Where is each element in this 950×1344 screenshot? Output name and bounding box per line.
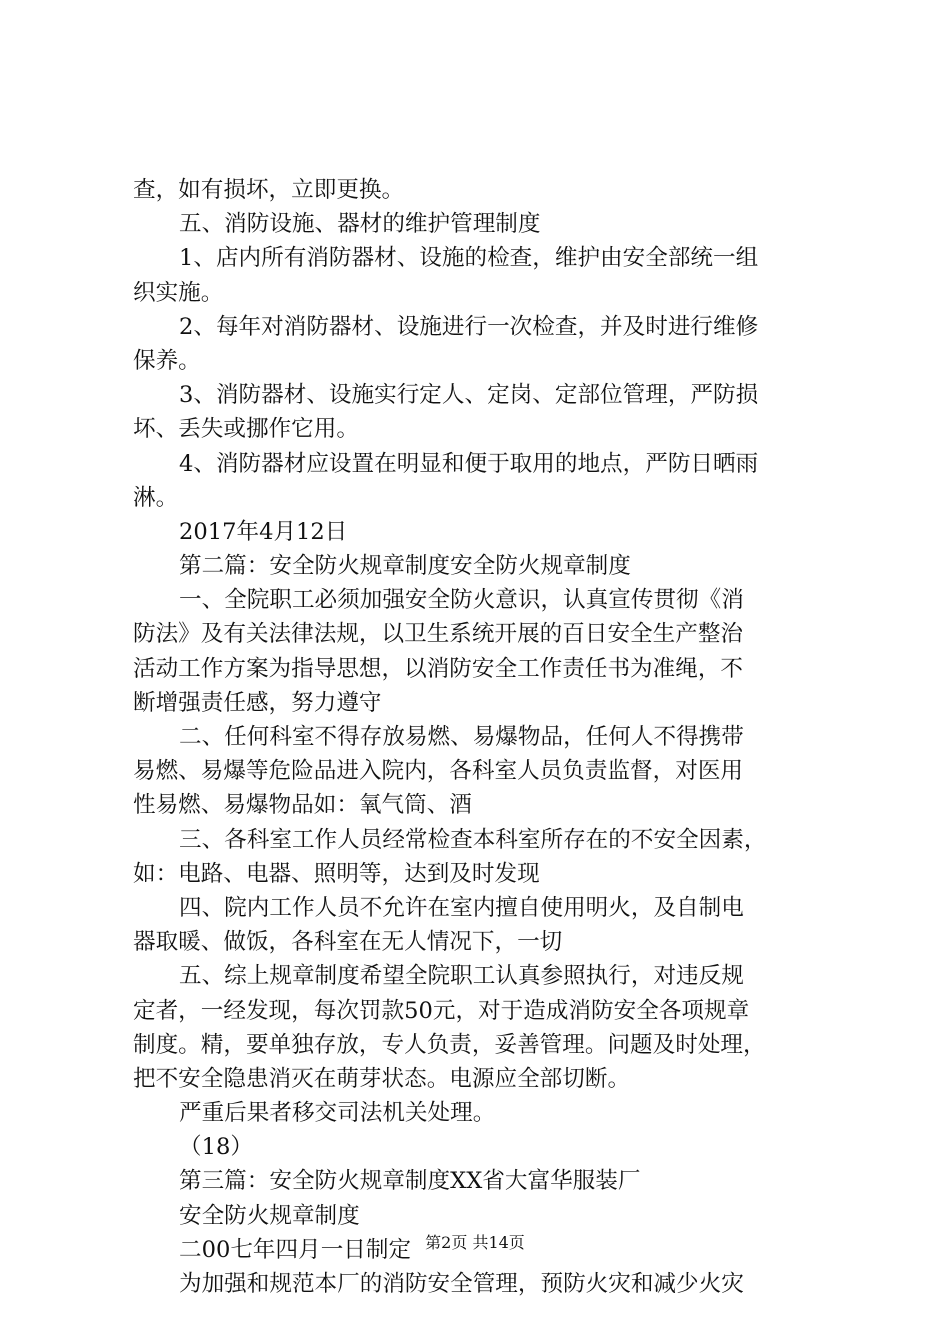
text-line: 器取暖、做饭，各科室在无人情况下，一切	[133, 929, 563, 956]
text-line: 断增强责任感，努力遵守	[133, 689, 382, 716]
text-line: 安全防火规章制度	[179, 1202, 360, 1229]
text-line: 4、消防器材应设置在明显和便于取用的地点，严防日晒雨	[179, 450, 759, 477]
text-line: 第三篇：安全防火规章制度XX省大富华服装厂	[179, 1168, 641, 1195]
text-line: 严重后果者移交司法机关处理。	[179, 1100, 496, 1127]
text-line: 活动工作方案为指导思想，以消防安全工作责任书为准绳，不	[133, 655, 744, 682]
text-line: 防法》及有关法律法规，以卫生系统开展的百日安全生产整治	[133, 621, 744, 648]
text-line: 制度。精，要单独存放，专人负责，妥善管理。问题及时处理，	[133, 1031, 766, 1058]
text-line: 织实施。	[133, 279, 224, 306]
page-footer: 第2页 共14页	[425, 1233, 525, 1252]
text-line: 二、任何科室不得存放易燃、易爆物品，任何人不得携带	[179, 724, 744, 750]
text-line: 五、综上规章制度希望全院职工认真参照执行，对违反规	[179, 963, 744, 990]
text-line: 定者，一经发现，每次罚款50元，对于造成消防安全各项规章	[133, 997, 750, 1024]
text-line: 为加强和规范本厂的消防安全管理，预防火灾和减少火灾	[179, 1271, 744, 1297]
text-line: 性易燃、易爆物品如：氧气筒、酒	[133, 792, 472, 819]
text-line: 保养。	[133, 347, 201, 374]
text-line: 三、各科室工作人员经常检查本科室所存在的不安全因素，	[179, 826, 767, 853]
text-line: 3、消防器材、设施实行定人、定岗、定部位管理，严防损	[179, 382, 759, 409]
text-line: 淋。	[133, 484, 179, 511]
text-line: 如：电路、电器、照明等，达到及时发现	[133, 860, 540, 887]
text-line: 2、每年对消防器材、设施进行一次检查，并及时进行维修	[179, 313, 759, 340]
text-line: 二00七年四月一日制定	[179, 1236, 412, 1263]
text-line: 易燃、易爆等危险品进入院内，各科室人员负责监督，对医用	[133, 758, 744, 785]
text-line: 五、消防设施、器材的维护管理制度	[179, 211, 541, 238]
text-line: 查，如有损坏，立即更换。	[133, 177, 405, 203]
text-line: 把不安全隐患消灭在萌芽状态。电源应全部切断。	[133, 1065, 631, 1092]
text-line: 坏、丢失或挪作它用。	[133, 416, 359, 443]
text-line: （18）	[179, 1134, 253, 1161]
text-line: 第二篇：安全防火规章制度安全防火规章制度	[179, 553, 631, 580]
document-body	[133, 173, 833, 1301]
text-line: 一、全院职工必须加强安全防火意识，认真宣传贯彻《消	[179, 587, 744, 614]
text-line: 2017年4月12日	[179, 518, 348, 545]
text-line: 四、院内工作人员不允许在室内擅自使用明火，及自制电	[179, 894, 744, 921]
text-line: 1、店内所有消防器材、设施的检查，维护由安全部统一组	[179, 245, 759, 272]
